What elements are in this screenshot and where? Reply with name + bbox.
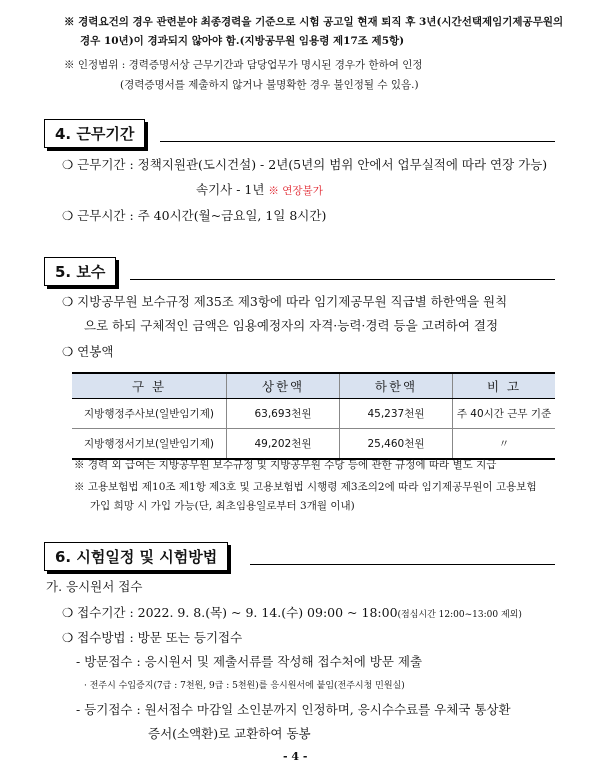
table-row [72, 399, 555, 429]
cell-remarks: 〃 [453, 429, 556, 460]
section-6-rule [250, 564, 555, 565]
application-subheading: 가. 응시원서 접수 [46, 579, 143, 594]
employment-insurance-note-line1: ※ 고용보험법 제10조 제1항 제3호 및 고용보험법 시행령 제3조의2에 따라 임기제공무원이 고용보험 [74, 481, 537, 493]
cell-upper: 49,202천원 [227, 429, 340, 460]
salary-rule-line2: 으로 하되 구체적인 금액은 임용예정자의 자격·능력·경력 등을 고려하여 결정 [84, 318, 499, 333]
revenue-stamp-note: · 전주시 수입증지(7급 : 7천원, 9급 : 5천원)를 응시원서에 붙임(전주시청 민원실) [84, 681, 405, 691]
work-period-item: ❍ 근무기간 : 정책지원관(도시건설) - 2년(5년의 범위 안에서 업무실적에 따라 연장 가능) [62, 157, 548, 172]
recognition-note-line1: ※ 인정범위 : 경력증명서상 근무기간과 담당업무가 명시된 경우가 한하여 인정 [64, 59, 423, 71]
recognition-note-line2: (경력증명서를 제출하지 않거나 불명확한 경우 불인정될 수 있음.) [120, 79, 419, 91]
section-5-heading: 5. 보수 [44, 257, 116, 286]
section-6-heading: 6. 시험일정 및 시험방법 [44, 542, 228, 571]
cell-upper: 63,693천원 [227, 399, 340, 429]
col-upper: 상한액 [227, 373, 340, 399]
no-extension-note: ※ 연장불가 [268, 185, 323, 197]
extra-pay-note: ※ 경력 외 급여는 지방공무원 보수규정 및 지방공무원 수당 등에 관한 규정에 따라 별도 지급 [74, 459, 497, 471]
application-period [62, 603, 522, 621]
career-note-line1: ※ 경력요건의 경우 관련분야 최종경력을 기준으로 시험 공고일 현재 퇴직 후 3년(시간선택제임기제공무원의 [64, 16, 564, 28]
salary-rule-line1: ❍ 지방공무원 보수규정 제35조 제3항에 따라 임기제공무원 직급별 하한액을 원칙 [62, 294, 508, 309]
col-remarks: 비 고 [453, 373, 556, 399]
section-4-rule [160, 141, 555, 142]
cell-category: 지방행정서기보(일반임기제) [72, 429, 227, 460]
visit-submission: - 방문접수 : 응시원서 및 제출서류를 작성해 접수처에 방문 제출 [76, 654, 423, 669]
mail-submission-line1: - 등기접수 : 원서접수 마감일 소인분까지 인정하며, 응시수수료를 우체국 통상환 [76, 702, 511, 717]
application-method: ❍ 접수방법 : 방문 또는 등기접수 [62, 630, 243, 645]
section-4-heading: 4. 근무기간 [44, 119, 145, 148]
cell-remarks: 주 40시간 근무 기준 [453, 399, 556, 429]
cell-lower: 25,460천원 [340, 429, 453, 460]
section-5-rule [130, 279, 555, 280]
application-period-text: ❍ 접수기간 : 2022. 9. 8.(목) ~ 9. 14.(수) 09:00 ~ 18:00 [62, 605, 398, 620]
col-lower: 하한액 [340, 373, 453, 399]
stenographer-period [196, 180, 323, 198]
page-number: - 4 - [283, 750, 308, 763]
cell-category: 지방행정주사보(일반임기제) [72, 399, 227, 429]
career-note-line2: 경우 10년)이 경과되지 않아야 함.(지방공무원 임용령 제17조 제5항) [80, 35, 405, 47]
work-hours-item: ❍ 근무시간 : 주 40시간(월~금요일, 1일 8시간) [62, 208, 327, 223]
mail-submission-line2: 증서(소액환)로 교환하여 동봉 [148, 726, 311, 741]
lunch-break-note: (점심시간 12:00~13:00 제외) [397, 610, 522, 620]
cell-lower: 45,237천원 [340, 399, 453, 429]
employment-insurance-note-line2: 가입 희망 시 가입 가능(단, 최초임용일로부터 3개월 이내) [90, 500, 355, 512]
stenographer-period-text: 속기사 - 1년 [196, 182, 265, 197]
salary-table-header [72, 373, 555, 399]
col-category: 구 분 [72, 373, 227, 399]
annual-salary-item: ❍ 연봉액 [62, 344, 114, 359]
table-row [72, 429, 555, 460]
salary-table [72, 372, 555, 460]
